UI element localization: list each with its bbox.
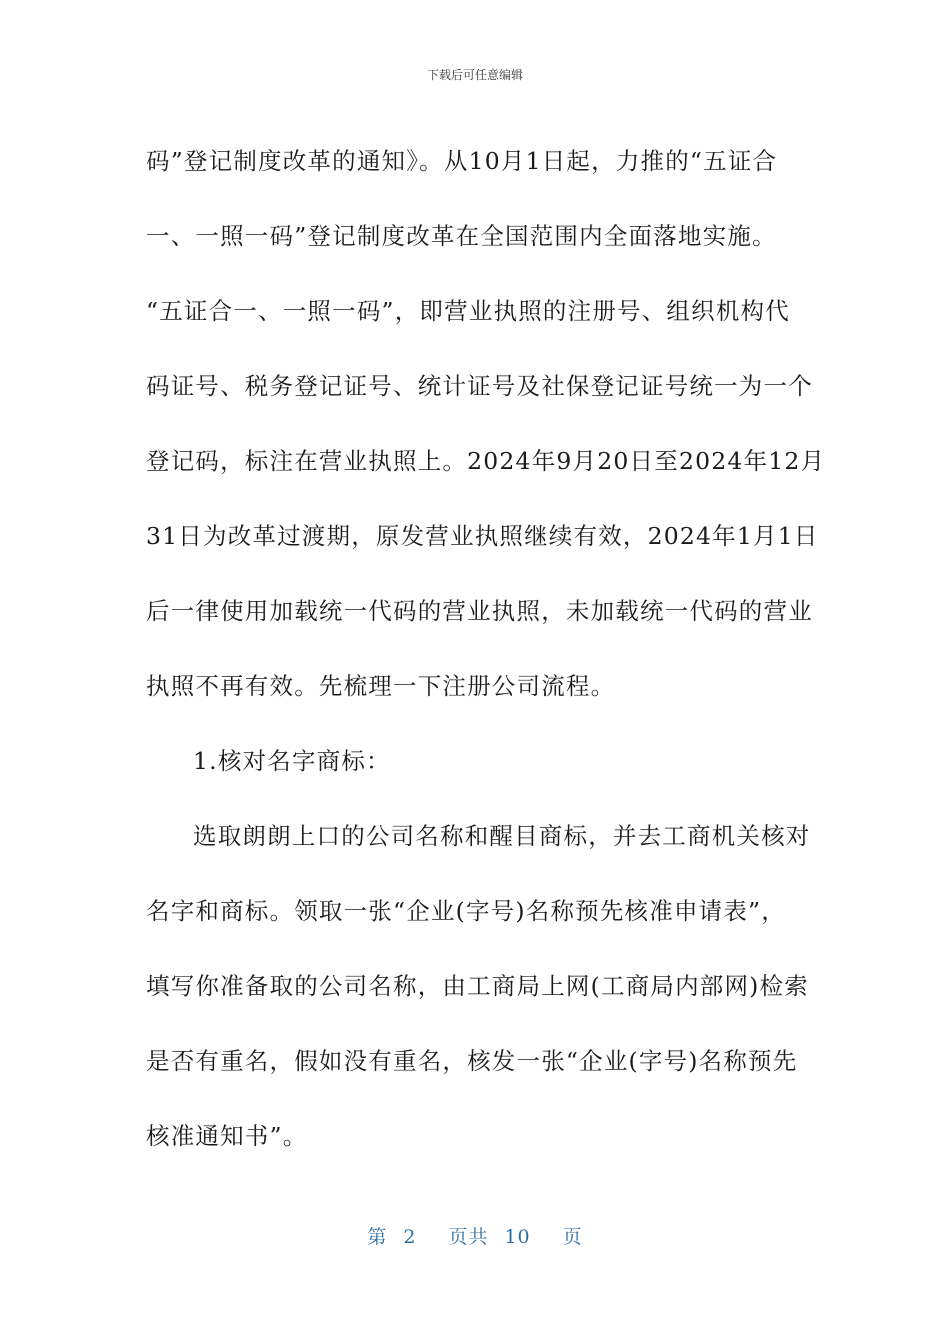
body-line: 一、一照一码”登记制度改革在全国范围内全面落地实施。	[146, 222, 777, 250]
body-line: 码证号、税务登记证号、统计证号及社保登记证号统一为一个	[146, 372, 813, 400]
footer-total-pages: 10	[504, 1226, 531, 1248]
body-line: 是否有重名，假如没有重名，核发一张“企业(字号)名称预先	[146, 1047, 798, 1075]
header-note: 下载后可任意编辑	[426, 68, 523, 82]
footer-suffix: 页	[562, 1226, 583, 1248]
body-line: 填写你准备取的公司名称，由工商局上网(工商局内部网)检索	[146, 972, 809, 1000]
footer-current-page: 2	[403, 1226, 417, 1248]
footer-middle: 页共	[448, 1226, 489, 1248]
document-body	[146, 124, 826, 1174]
body-line: 核准通知书”。	[146, 1122, 308, 1150]
footer-prefix: 第	[367, 1226, 388, 1248]
body-line: 31日为改革过渡期，原发营业执照继续有效，2024年1月1日	[146, 522, 819, 550]
section-heading: 1.核对名字商标：	[193, 747, 391, 775]
body-line: 码”登记制度改革的通知》。从10月1日起，力推的“五证合	[146, 147, 778, 175]
body-line: 名字和商标。领取一张“企业(字号)名称预先核准申请表”，	[146, 897, 786, 925]
body-line: 后一律使用加载统一代码的营业执照，未加载统一代码的营业	[146, 597, 813, 625]
body-line: 登记码，标注在营业执照上。2024年9月20日至2024年12月	[146, 447, 826, 475]
body-line: “五证合一、一照一码”，即营业执照的注册号、组织机构代	[146, 297, 790, 325]
body-line: 执照不再有效。先梳理一下注册公司流程。	[146, 672, 616, 700]
page-footer	[0, 1222, 950, 1249]
body-line: 选取朗朗上口的公司名称和醒目商标，并去工商机关核对	[193, 822, 811, 850]
